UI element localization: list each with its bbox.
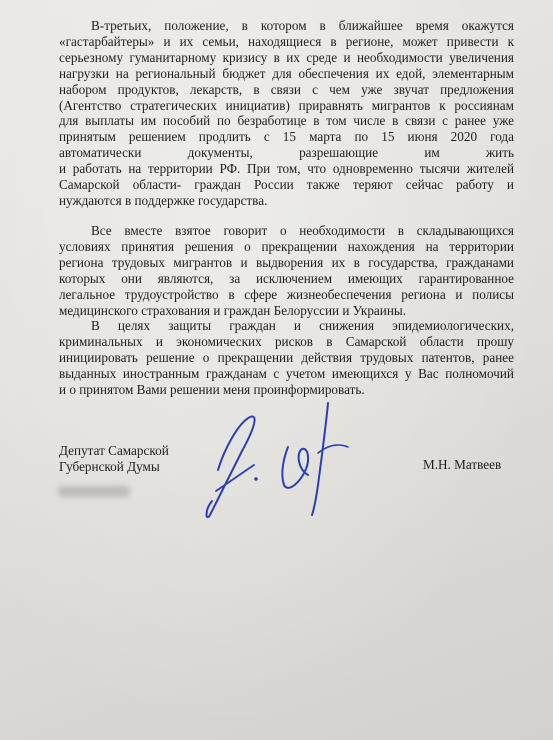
text-line: принятым решением продлить с 15 марта по 15 июня 2020 года <box>59 129 514 145</box>
text-line: которых они являются, за исключением имеющих гарантированное <box>59 270 514 286</box>
text-line: В целях защиты граждан и снижения эпидемиологических, <box>91 318 514 333</box>
signer-position-line: Губернской Думы <box>59 459 160 474</box>
text-line: и о принятом Вами решении меня проинформировать. <box>59 381 365 397</box>
text-line: инициировать решение о прекращении действия трудовых патентов, ранее <box>59 349 514 365</box>
redacted-blur <box>58 486 130 497</box>
signer-position-line: Депутат Самарской <box>59 443 169 458</box>
text-line: региона трудовых мигрантов и выдворения их в государства, гражданами <box>59 254 514 270</box>
text-line: В-третьих, положение, в котором в ближайшее время окажутся <box>91 18 514 33</box>
text-line: Самарской области- граждан России также теряют сейчас работу и <box>59 177 514 193</box>
signer-position <box>59 443 169 475</box>
signer-name: М.Н. Матвеев <box>423 457 502 472</box>
text-line: набором продуктов, лекарств, в связи с чем уже звучат предложения <box>59 81 514 97</box>
text-line: условиях принятия решения о прекращении нахождения на территории <box>59 238 514 254</box>
text-line: серьезному гуманитарному кризису в их среде и необходимости увеличения <box>59 49 514 65</box>
text-line: (Агентство стратегических инициатив) приравнять мигрантов к россиянам <box>59 97 514 113</box>
text-line: для выплаты им пособий по безработице в том числе в связи с ранее уже <box>59 113 514 129</box>
text-line: нуждаются в поддержке государства. <box>59 192 268 208</box>
text-line: автоматически документы, разрешающие им жить <box>59 145 514 161</box>
paragraph-request <box>59 318 514 398</box>
paragraph-conclusion <box>59 223 514 318</box>
text-line: криминальных и экономических рисков в Самарской области прошу <box>59 333 514 349</box>
handwritten-signature <box>188 395 368 525</box>
text-line: Все вместе взятое говорит о необходимости в складывающихся <box>91 223 514 238</box>
text-line: легальное трудоустройство в сфере жизнеобеспечения региона и полисы <box>59 286 514 302</box>
text-line: выданных иностранным гражданам с учетом имеющихся у Вас полномочий <box>59 365 514 381</box>
text-line: «гастарбайтеры» и их семьи, находящиеся в регионе, может привести к <box>59 33 514 49</box>
text-line: медицинского страхования и граждан Белоруссии и Украины. <box>59 302 407 318</box>
text-line: и работать на территории РФ. При том, что одновременно тысячи жителей <box>59 161 514 177</box>
paragraph-third-point <box>59 18 514 209</box>
text-line: нагрузки на региональный бюджет для обеспечения их едой, элементарным <box>59 65 514 81</box>
